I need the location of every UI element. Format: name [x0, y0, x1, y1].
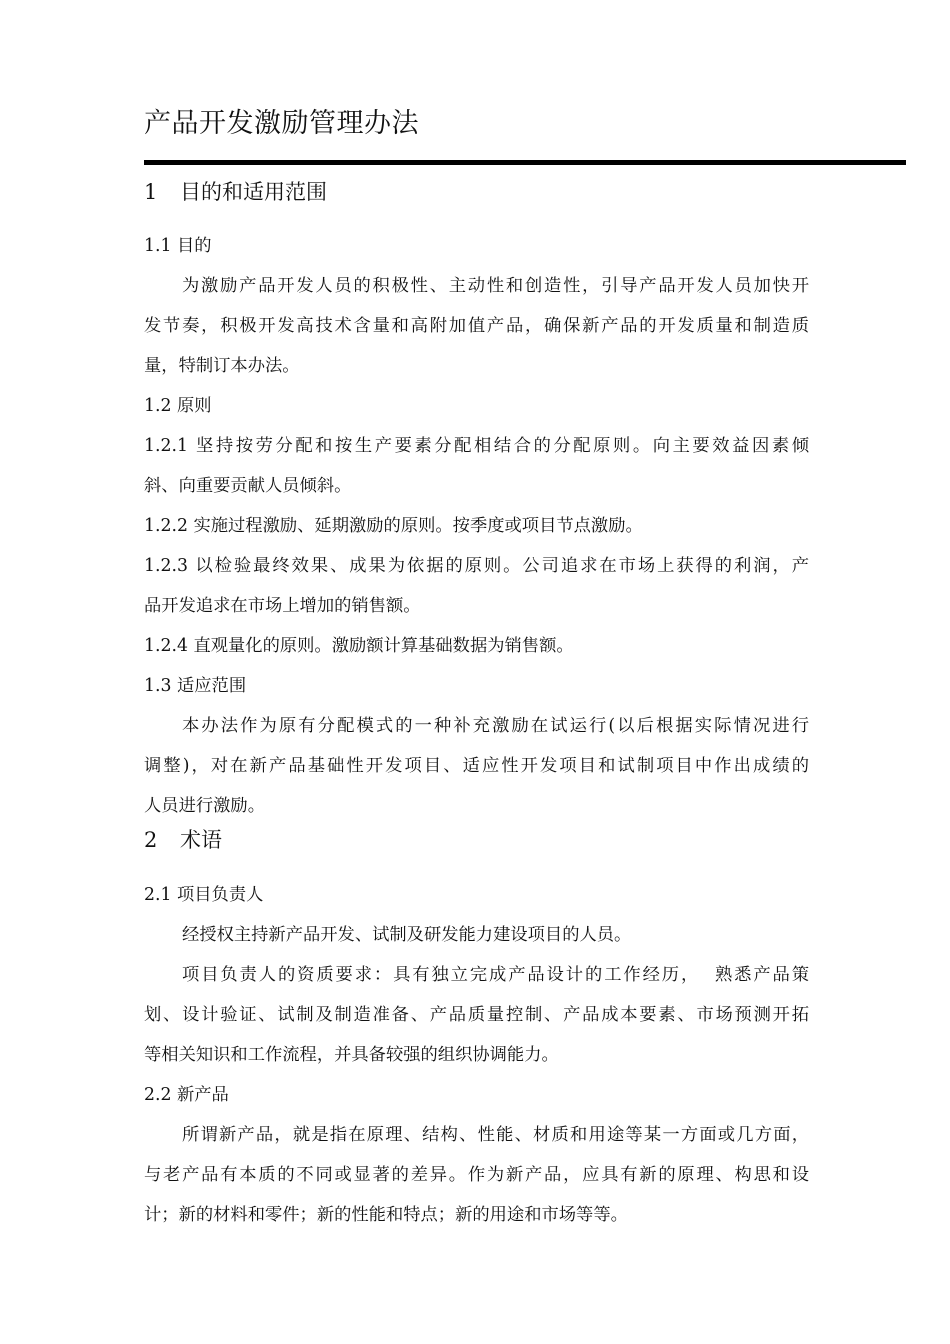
paragraph-line: 所谓新产品，就是指在原理、结构、性能、材质和用途等某一方面或几方面， — [182, 1125, 809, 1145]
paragraph-line: 人员进行激励。 — [144, 796, 265, 816]
title-divider — [144, 160, 906, 165]
paragraph-line: 计；新的材料和零件；新的性能和特点；新的用途和市场等等。 — [144, 1205, 628, 1225]
paragraph-line: 1.2.4 直观量化的原则。激励额计算基础数据为销售额。 — [144, 636, 574, 656]
paragraph-line: 划、设计验证、试制及制造准备、产品质量控制、产品成本要素、市场预测开拓 — [144, 1005, 809, 1025]
paragraph-line: 经授权主持新产品开发、试制及研发能力建设项目的人员。 — [182, 925, 632, 945]
paragraph-line: 为激励产品开发人员的积极性、主动性和创造性，引导产品开发人员加快开 — [182, 276, 809, 296]
paragraph-line: 发节奏，积极开发高技术含量和高附加值产品，确保新产品的开发质量和制造质 — [144, 316, 809, 336]
paragraph-line: 1.2.1 坚持按劳分配和按生产要素分配相结合的分配原则。向主要效益因素倾 — [144, 436, 809, 456]
paragraph-line: 项目负责人的资质要求：具有独立完成产品设计的工作经历， 熟悉产品策 — [182, 965, 809, 985]
section-2-title: 术语 — [180, 828, 222, 852]
paragraph-line: 与老产品有本质的不同或显著的差异。作为新产品，应具有新的原理、构思和设 — [144, 1165, 809, 1185]
section-1-number: 1 — [144, 180, 158, 204]
section-1-title: 目的和适用范围 — [180, 180, 327, 204]
document-title: 产品开发激励管理办法 — [144, 108, 419, 139]
paragraph-line: 品开发追求在市场上增加的销售额。 — [144, 596, 421, 616]
section-1-2-label: 1.2 原则 — [144, 396, 212, 416]
section-2-body — [144, 875, 809, 1235]
paragraph-line: 斜、向重要贡献人员倾斜。 — [144, 476, 352, 496]
section-2-heading — [144, 822, 222, 858]
paragraph-line: 量，特制订本办法。 — [144, 356, 300, 376]
section-1-3-label: 1.3 适应范围 — [144, 676, 247, 696]
section-1-1 — [144, 226, 809, 826]
section-1-1-label: 1.1 目的 — [144, 236, 212, 256]
paragraph-line: 调整)，对在新产品基础性开发项目、适应性开发项目和试制项目中作出成绩的 — [144, 756, 809, 776]
paragraph-line: 本办法作为原有分配模式的一种补充激励在试运行(以后根据实际情况进行 — [182, 716, 809, 736]
section-2-number: 2 — [144, 828, 158, 852]
paragraph-line: 1.2.3 以检验最终效果、成果为依据的原则。公司追求在市场上获得的利润，产 — [144, 556, 809, 576]
paragraph-line: 等相关知识和工作流程，并具备较强的组织协调能力。 — [144, 1045, 559, 1065]
section-2-1-label: 2.1 项目负责人 — [144, 885, 264, 905]
section-2-2-label: 2.2 新产品 — [144, 1085, 229, 1105]
section-1-heading — [144, 174, 327, 210]
paragraph-line: 1.2.2 实施过程激励、延期激励的原则。按季度或项目节点激励。 — [144, 516, 643, 536]
